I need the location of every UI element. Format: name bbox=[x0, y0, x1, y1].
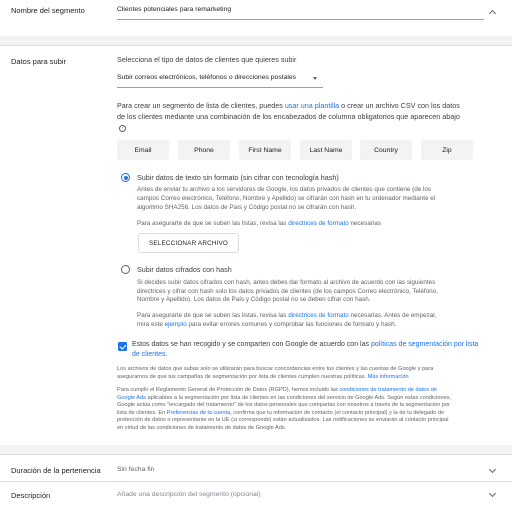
chevron-down-icon[interactable] bbox=[489, 490, 496, 497]
gdpr-line3: Google actúa como "encargado del tratamiento" de los datos personales que compartas con nosotros a través de la segmentación por bbox=[117, 402, 450, 408]
hashed-data-line3: Nombre y Apellido). Los datos de País y Código postal no se deben cifrar con hash. bbox=[137, 296, 371, 303]
section-separator bbox=[0, 36, 512, 45]
upload-data-label: Datos para subir bbox=[11, 57, 67, 66]
plain-data-line1: Antes de enviar tu archivo a los servidores de Google, los datos privados de clientes que contiene (de los bbox=[137, 186, 432, 193]
column-chip-last-name: Last Name bbox=[300, 140, 352, 160]
column-chip-email: Email bbox=[117, 140, 169, 160]
select-file-button[interactable]: SELECCIONAR ARCHIVO bbox=[138, 233, 239, 253]
disclaimer-line2: asegurarnos de que tus campañas de segmentación por lista de clientes cumplen nuestras políticas. Más información bbox=[117, 373, 409, 380]
disclaimer-line1: Los archivos de datos que subas solo se utilizarán para buscar concordancias entre tus clientes y las cuentas de Google y para bbox=[117, 366, 434, 372]
upload-type-underline bbox=[117, 87, 323, 88]
intro-text-line2: de los clientes mediante una combinación de los encabezados de columna obligatorios que aparecen abajo bbox=[117, 112, 460, 121]
upload-type-select[interactable] bbox=[117, 74, 296, 81]
consent-checkbox[interactable] bbox=[118, 342, 127, 351]
chevron-down-icon[interactable] bbox=[489, 466, 496, 473]
hashed-data-line1: Si decides subir datos cifrados con hash, antes debes dar formato al archivo de acuerdo con las siguientes bbox=[137, 279, 436, 286]
hashed-format-guidelines-link[interactable]: directrices de formato bbox=[288, 312, 349, 319]
account-preferences-link[interactable]: Preferencias de la cuenta bbox=[166, 409, 231, 416]
template-link[interactable]: usar una plantilla bbox=[284, 101, 340, 110]
chevron-up-icon[interactable] bbox=[489, 10, 496, 17]
gdpr-line4: lista de clientes. En Preferencias de la cuenta, confirma que tu información de contacto (el contacto principal) y la de tu delegado de bbox=[117, 409, 445, 416]
hashed-data-note2: mira este ejemplo para evitar errores comunes y comprobar las funciones de formato y hash. bbox=[137, 321, 397, 328]
description-label: Descripción bbox=[11, 491, 51, 500]
column-chip-phone: Phone bbox=[178, 140, 230, 160]
column-chip-zip: Zip bbox=[421, 140, 473, 160]
plain-data-title: Subir datos de texto sin formato (sin cifrar con tecnología hash) bbox=[137, 173, 339, 182]
consent-text: Estos datos se han recogido y se comparten con Google de acuerdo con las políticas de segmentación por lista bbox=[132, 341, 479, 348]
section-separator bbox=[0, 445, 512, 454]
google-ads-link[interactable]: Google Ads bbox=[117, 394, 146, 401]
help-icon[interactable]: ? bbox=[119, 125, 126, 132]
hashed-data-note: Para asegurarte de que se suben las listas, revisa las directrices de formato necesarias. Antes de empezar, bbox=[137, 312, 437, 319]
gdpr-line5: protección de datos o representante en la UE (si corresponde) están actualizados. Las notificaciones se enviarán al contacto principal bbox=[117, 417, 449, 423]
plain-data-note: Para asegurarte de que se suben las listas, revisa las directrices de formato necesarias bbox=[137, 220, 381, 227]
description-input[interactable]: Añade una descripción del segmento (opcional) bbox=[117, 491, 261, 498]
plain-data-line2: campos Correo electrónico, Teléfono, Nombre y Apellido) se cifrarán con hash en tu ordenador mediante el bbox=[137, 195, 436, 202]
segmentation-policy-link-2[interactable]: de clientes bbox=[132, 350, 166, 358]
gdpr-line2: Google Ads aplicables a la segmentación por lista de clientes en las condiciones del servicio de Google Ads. Según estas condiciones, bbox=[117, 394, 451, 401]
hashed-data-title: Subir datos cifrados con hash bbox=[137, 265, 232, 274]
segment-name-input[interactable]: Clientes potenciales para remarketing bbox=[117, 6, 232, 13]
upload-type-prompt: Selecciona el tipo de datos de clientes que quieres subir bbox=[117, 55, 297, 64]
divider bbox=[0, 45, 512, 46]
plain-data-line3: algoritmo SHA256. Los datos de País y Código postal no se cifrarán con hash. bbox=[137, 204, 357, 211]
hashed-data-line2: directrices y cifrar con hash solo los datos privados de clientes (de los campos Correo electrónico, Teléfono, bbox=[137, 287, 438, 295]
consent-text-line2: de clientes. bbox=[132, 350, 168, 358]
column-chip-first-name: First Name bbox=[239, 140, 291, 160]
divider bbox=[0, 454, 512, 455]
hashed-data-radio[interactable] bbox=[121, 265, 130, 274]
segment-name-underline bbox=[117, 19, 484, 20]
example-link[interactable]: ejemplo bbox=[164, 321, 187, 328]
format-guidelines-link[interactable]: directrices de formato bbox=[288, 220, 349, 227]
column-chip-country: Country bbox=[360, 140, 412, 160]
membership-duration-value[interactable]: Sin fecha fin bbox=[117, 466, 155, 473]
data-processing-terms-link[interactable]: condiciones de tratamiento de datos de bbox=[339, 387, 437, 393]
segmentation-policy-link[interactable]: políticas de segmentación por lista bbox=[370, 341, 479, 348]
divider bbox=[0, 481, 512, 482]
dropdown-arrow-icon[interactable] bbox=[313, 77, 317, 80]
more-info-link[interactable]: Más información bbox=[367, 373, 409, 380]
plain-data-radio[interactable] bbox=[121, 173, 130, 182]
intro-text: Para crear un segmento de lista de clientes, puedes usar una plantilla o crear un archivo CSV con los datos bbox=[117, 101, 460, 110]
membership-duration-label: Duración de la pertenencia bbox=[11, 466, 101, 475]
gdpr-line1: Para cumplir el Reglamento General de Protección de Datos (RGPD), hemos incluido las condiciones de tratamiento de datos de bbox=[117, 387, 437, 393]
upload-type-select-value: Subir correos electrónicos, teléfonos o direcciones postales bbox=[117, 74, 297, 81]
gdpr-line6: en virtud de las condiciones de tratamiento de datos de Google Ads. bbox=[117, 424, 287, 431]
segment-name-label: Nombre del segmento bbox=[11, 6, 85, 15]
